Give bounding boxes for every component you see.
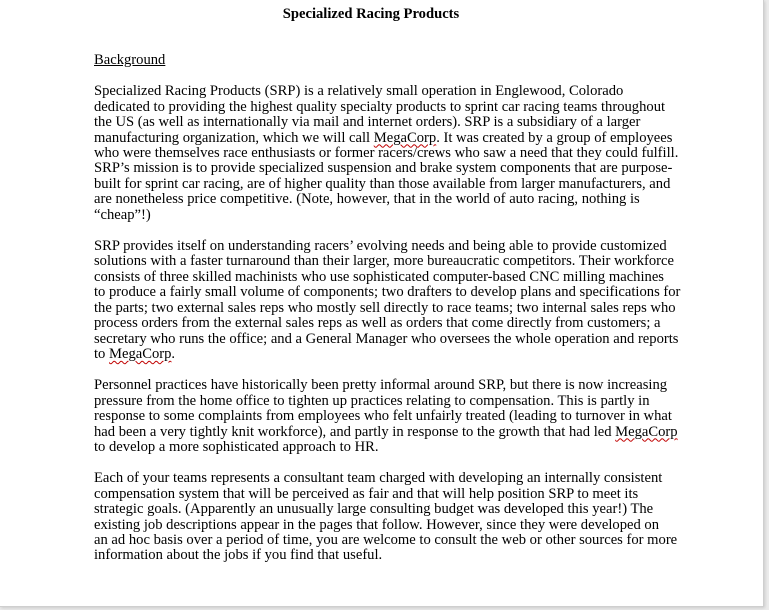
text-line: response to some complaints from employees who felt unfairly treated (leading to turnover in what [94, 408, 672, 425]
section-heading: Background [94, 52, 166, 68]
spellcheck-flagged-word[interactable]: MegaCorp [373, 129, 437, 146]
text-segment: to [94, 345, 109, 362]
text-segment: had been a very tightly knit workforce), and partly in response to the growth that had led [94, 423, 616, 440]
text-line: SRP provides itself on understanding racers’ evolving needs and being able to provide customized [94, 238, 667, 255]
text-line: to develop a more sophisticated approach to HR. [94, 438, 379, 455]
text-segment: . It was created by a group of employees [436, 129, 673, 146]
text-line: existing job descriptions appear in the pages that follow. However, since they were developed on [94, 516, 660, 533]
paragraph-list [94, 83, 681, 564]
text-line: pressure from the home office to tighten up practices relating to compensation. This is partly in [94, 392, 650, 409]
text-line: Personnel practices have historically been pretty informal around SRP, but there is now increasing [94, 377, 668, 394]
text-line: are nonetheless price competitive. (Note, however, that in the world of auto racing, nothing is [94, 191, 640, 208]
text-line: secretary who runs the office; and a General Manager who oversees the whole operation and reports [94, 330, 679, 347]
text-segment: manufacturing organization, which we will call [94, 129, 374, 146]
text-line: Each of your teams represents a consultant team charged with developing an internally consistent [94, 470, 663, 487]
text-line: compensation system that will be perceived as fair and that will help position SRP to meet its [94, 485, 639, 502]
paragraph-4 [94, 470, 678, 564]
text-line: built for sprint car racing, are of higher quality than those available from larger manufacturers, and [94, 175, 671, 192]
text-line: process orders from the external sales reps as well as orders that come directly from customers; a [94, 315, 661, 332]
text-line: SRP’s mission is to provide specialized suspension and brake system components that are purpose- [94, 160, 673, 177]
paragraph-1 [94, 83, 679, 223]
paragraph-2 [94, 238, 681, 362]
text-line: the US (as well as internationally via mail and internet orders). SRP is a subsidiary of a larger [94, 114, 641, 131]
text-line: consists of three skilled machinists who use sophisticated computer-based CNC milling machines [94, 268, 664, 285]
text-line: Specialized Racing Products (SRP) is a relatively small operation in Englewood, Colorado [94, 83, 624, 100]
paragraph-3 [94, 377, 678, 455]
text-line [94, 347, 654, 362]
text-line: solutions with a faster turnaround than their larger, more bureaucratic competitors. Their workforce [94, 253, 674, 270]
text-line: an ad hoc basis over a period of time, you are welcome to consult the web or other sources for more [94, 531, 678, 548]
text-line: who were themselves race enthusiasts or former racers/crews who saw a need that they could fulfill. [94, 145, 679, 162]
text-line: the parts; two external sales reps who mostly sell directly to race teams; two internal sales reps who [94, 299, 676, 316]
text-line: “cheap”!) [94, 206, 151, 223]
spellcheck-flagged-word[interactable]: MegaCorp [109, 345, 172, 362]
document-body [94, 52, 681, 580]
text-line [94, 129, 673, 146]
text-segment: . [171, 345, 176, 362]
text-line: dedicated to providing the highest quality specialty products to sprint car racing teams throughout [94, 98, 666, 115]
document-title: Specialized Racing Products [282, 6, 460, 22]
text-line: information about the jobs if you find that useful. [94, 547, 383, 564]
text-line: to produce a fairly small volume of components; two drafters to develop plans and specifications for [94, 284, 681, 301]
spellcheck-flagged-word[interactable]: MegaCorp [615, 423, 678, 440]
text-line [94, 423, 678, 440]
text-line: strategic goals. (Apparently an unusually large consulting budget was developed this year!) The [94, 501, 654, 518]
